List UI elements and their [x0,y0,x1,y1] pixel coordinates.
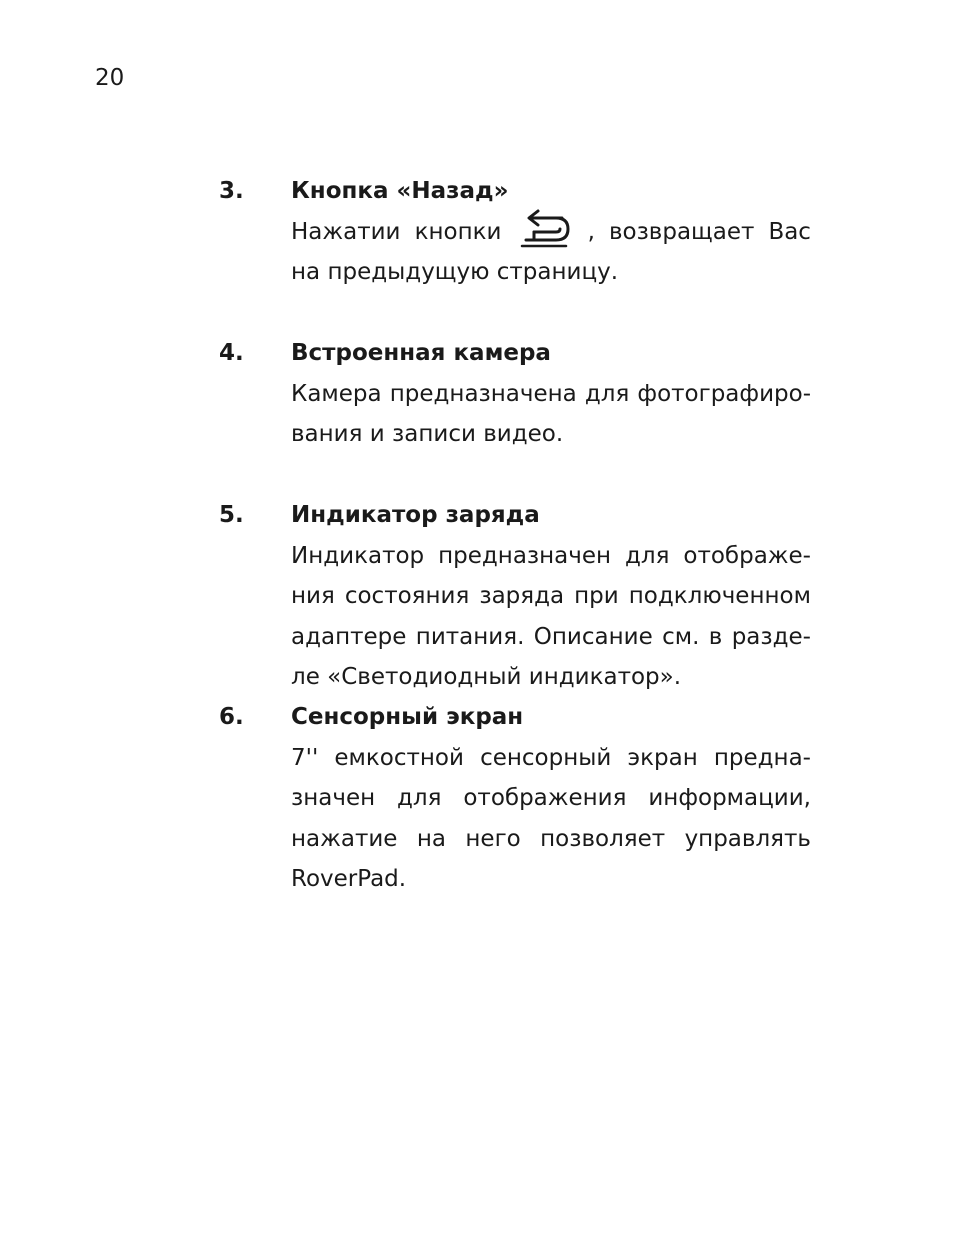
word: экран [627,744,698,771]
section-number: 3. [219,178,244,204]
word: состояния [344,583,470,609]
section-title: Сенсорный экран [291,704,524,730]
word: при [574,583,619,609]
word: Камера [291,380,382,407]
word: предназначен [438,542,612,569]
text-line [291,778,811,819]
section-number: 6. [219,704,244,730]
word: отображе- [683,542,811,569]
word: кнопки [414,218,502,245]
word: для [584,380,630,407]
word: на [416,825,446,852]
word: 7'' [291,744,319,771]
word: Вас [768,218,811,245]
text-line [291,536,811,577]
word: см. [662,623,700,650]
word: управлять [684,825,811,852]
word: фотографиро- [637,380,811,407]
word: адаптере [291,623,407,650]
word: для [397,785,442,811]
word: для [625,542,670,569]
text-line [291,738,811,779]
word: питания. [415,623,525,650]
word: информации, [648,785,811,811]
section-body [291,697,811,900]
section-body [291,333,811,455]
section-body [291,495,811,698]
word: позволяет [540,825,666,852]
section-number: 4. [219,340,244,366]
text-line: RoverPad. [291,866,407,892]
word: предна- [713,744,811,771]
word: разде- [731,623,811,650]
word: сенсорный [480,744,612,771]
word: Нажатии [291,218,401,245]
word: , [587,218,595,245]
text-line [291,576,811,617]
word: предназначена [389,380,577,407]
word: значен [291,785,376,811]
word: Описание [533,623,653,650]
word: нажатие [291,825,398,852]
section-title: Индикатор заряда [291,502,540,528]
text-line: ле «Светодиодный индикатор». [291,664,682,690]
word: заряда [479,583,565,609]
text-line [291,374,811,415]
word: отображения [463,785,627,811]
text-line: на предыдущую страницу. [291,259,619,285]
word: Индикатор [291,542,425,569]
section-title: Встроенная камера [291,340,551,366]
word: емкостной [334,744,464,771]
section-number: 5. [219,502,244,528]
back-arrow-icon [516,208,574,248]
word: возвращает [608,218,755,245]
text-line [291,819,811,860]
word: него [465,825,521,852]
page-number: 20 [95,65,125,91]
section-title: Кнопка «Назад» [291,178,509,204]
section-body [291,171,811,293]
word: в [708,623,723,650]
word: ния [291,583,335,609]
text-line: вания и записи видео. [291,421,564,447]
text-line [291,617,811,658]
text-line [291,212,811,253]
word: подключенном [628,583,811,609]
